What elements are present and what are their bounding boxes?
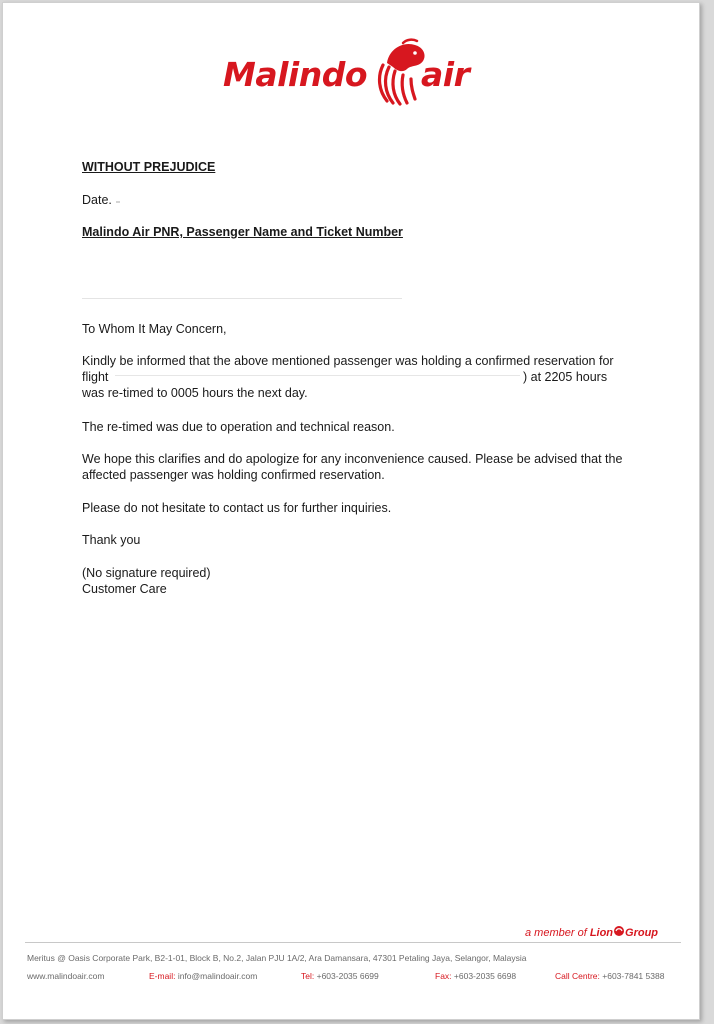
email-value[interactable]: info@malindoair.com: [177, 971, 258, 981]
date-line: [82, 192, 112, 208]
letter-subject: Malindo Air PNR, Passenger Name and Ticket Number: [82, 225, 403, 239]
fax-value: +603-2035 6698: [453, 971, 517, 981]
redacted-date: [116, 201, 120, 203]
lion-group-icon: [613, 925, 625, 937]
fax-label: Fax:: [435, 971, 452, 981]
date-label: Date.: [82, 193, 112, 207]
letter-page: [2, 2, 700, 1020]
tel-value: +603-2035 6699: [316, 971, 379, 981]
lion-group-member-tag: [525, 925, 658, 939]
malindo-air-logo: [223, 37, 493, 109]
paragraph-4: Please do not hesitate to contact us for further inquiries.: [82, 501, 392, 515]
paragraph-3-line-2: affected passenger was holding confirmed reservation.: [82, 468, 385, 482]
footer-address: Meritus @ Oasis Corporate Park, B2-1-01, Block B, No.2, Jalan PJU 1A/2, Ara Damansara, 47301 Petaling Jaya, Selangor, Malaysia: [27, 953, 527, 963]
paragraph-1-line-2-end: ) at 2205 hours: [523, 370, 608, 384]
paragraph-2: The re-timed was due to operation and technical reason.: [82, 420, 395, 434]
member-prefix: a member of: [525, 927, 587, 939]
member-suffix: Group: [625, 927, 659, 939]
paragraph-1-line-1: Kindly be informed that the above mentioned passenger was holding a confirmed reservation for: [82, 354, 614, 368]
footer-email: [149, 971, 257, 981]
paragraph-1-line-2-start: flight: [82, 370, 109, 384]
paragraph-1-line-3: was re-timed to 0005 hours the next day.: [82, 386, 308, 400]
footer-website[interactable]: www.malindoair.com: [27, 971, 105, 981]
call-label: Call Centre:: [555, 971, 600, 981]
sign-off: Customer Care: [82, 582, 167, 596]
call-value: +603-7841 5388: [602, 971, 665, 981]
redacted-pnr-details: [82, 298, 402, 299]
paragraph-3-line-1: We hope this clarifies and do apologize for any inconvenience caused. Please be advised that the: [82, 452, 623, 466]
tel-label: Tel:: [301, 971, 315, 981]
redacted-flight-details: [115, 375, 520, 376]
letter-heading: WITHOUT PREJUDICE: [82, 160, 216, 174]
salutation: To Whom It May Concern,: [82, 322, 227, 336]
footer-tel: [301, 971, 379, 981]
signature-note: (No signature required): [82, 566, 211, 580]
footer-fax: [435, 971, 516, 981]
logo-text-air: air: [421, 55, 470, 94]
footer-call-centre: [555, 971, 664, 981]
footer-divider: [25, 942, 681, 943]
logo-text-malindo: Malindo: [223, 55, 368, 94]
closing: Thank you: [82, 533, 141, 547]
email-label: E-mail:: [149, 971, 176, 981]
member-brand: Lion: [589, 927, 614, 939]
